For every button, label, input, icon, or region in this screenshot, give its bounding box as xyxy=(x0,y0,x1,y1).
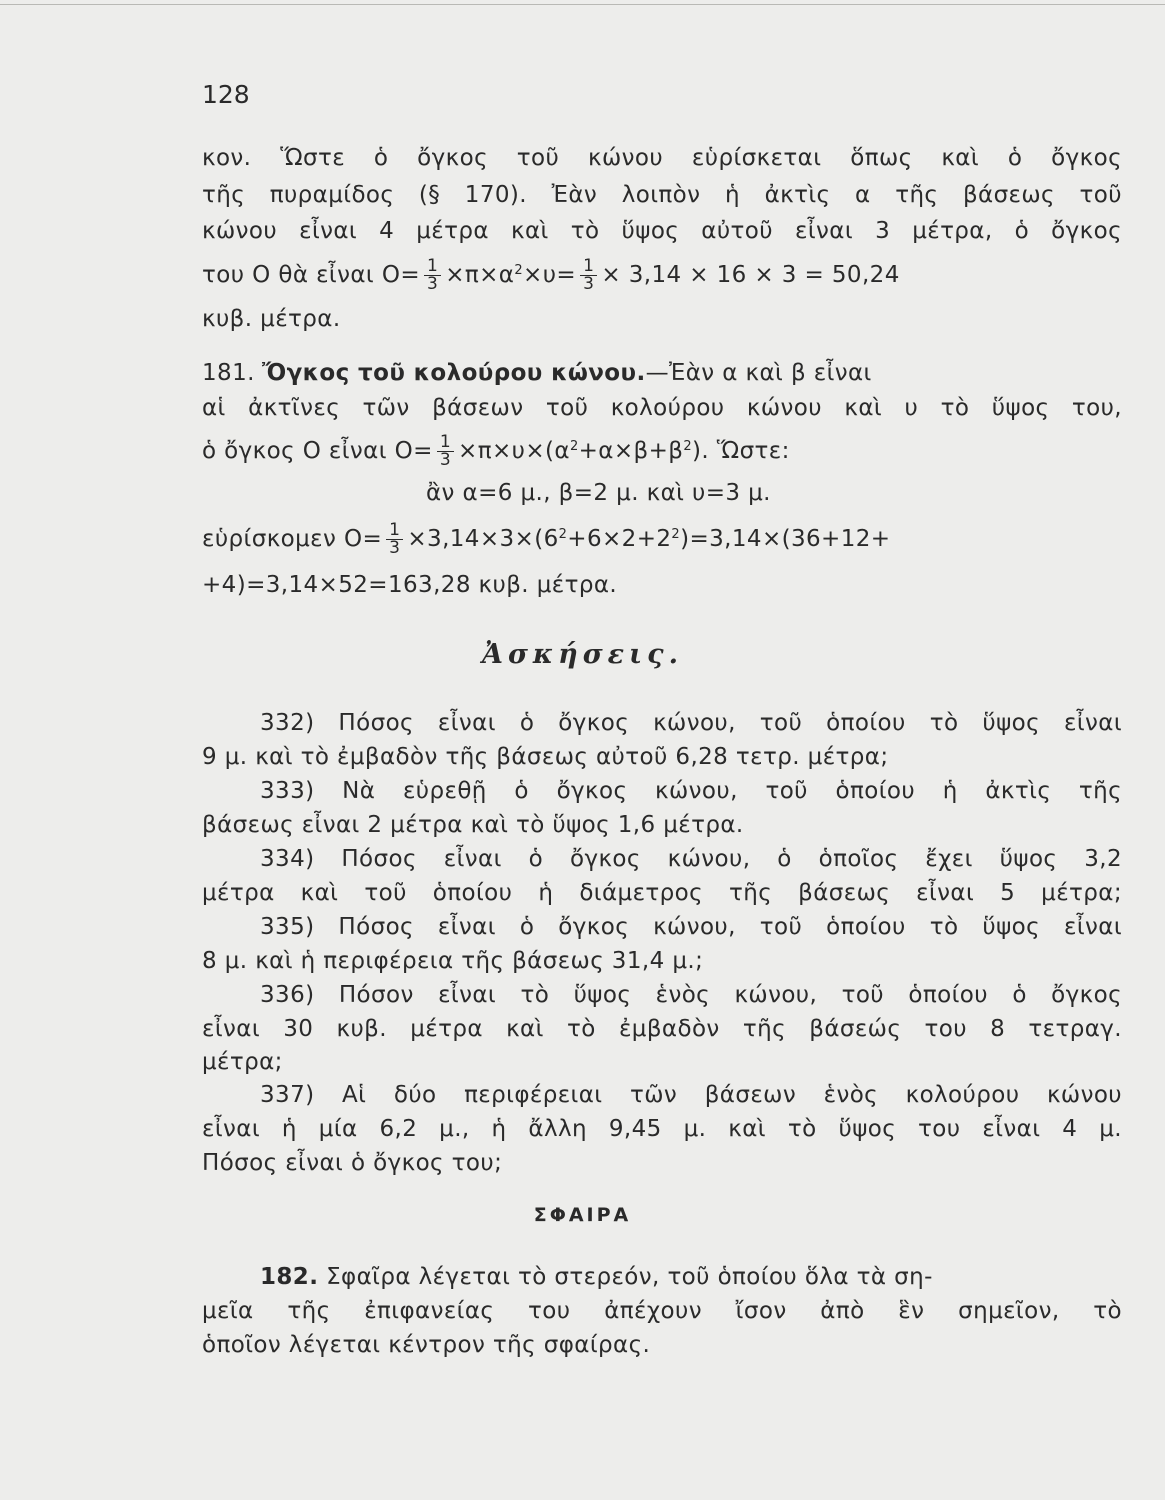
exercise-line: 336) Πόσον εἶναι τὸ ὕψος ἑνὸς κώνου, τοῦ ὁποίου ὁ ὄγκος xyxy=(260,982,1122,1008)
exponent: 2 xyxy=(683,439,693,454)
section-title-sphere: ΣΦΑΙΡΑ xyxy=(533,1204,632,1226)
fraction-denominator: 3 xyxy=(583,274,595,294)
body-line: αἱ ἀκτῖνες τῶν βάσεων τοῦ κολούρου κώνου καὶ υ τὸ ὕψος του, xyxy=(202,395,1122,421)
body-line: +4)=3,14×52=163,28 κυβ. μέτρα. xyxy=(202,572,618,598)
fraction-denominator: 3 xyxy=(439,450,452,470)
exercise-line: βάσεως εἶναι 2 μέτρα καὶ τὸ ὕψος 1,6 μέτρα. xyxy=(202,812,744,838)
section-number: 182. xyxy=(260,1264,319,1290)
exponent: 2 xyxy=(671,527,681,542)
exercise-line: εἶναι ἡ μία 6,2 μ., ἡ ἄλλη 9,45 μ. καὶ τὸ ὕψος του εἶναι 4 μ. xyxy=(202,1116,1122,1142)
section-181-title-line xyxy=(202,356,872,390)
exercise-line: μέτρα; xyxy=(202,1049,283,1075)
page-edge-line xyxy=(0,4,1165,5)
formula-text: +α×β+β xyxy=(578,438,684,464)
formula-text: ×υ= xyxy=(523,262,577,288)
body-line: μεῖα τῆς ἐπιφανείας του ἀπέχουν ἴσον ἀπὸ ἓν σημεῖον, τὸ xyxy=(202,1298,1122,1324)
body-line: κυβ. μέτρα. xyxy=(202,306,341,332)
body-line: κώνου εἶναι 4 μέτρα καὶ τὸ ὕψος αὐτοῦ εἶναι 3 μέτρα, ὁ ὄγκος xyxy=(202,218,1122,244)
exercise-line: 334) Πόσος εἶναι ὁ ὄγκος κώνου, ὁ ὁποῖος ἔχει ὕψος 3,2 xyxy=(260,846,1122,872)
page-number: 128 xyxy=(202,80,250,109)
body-text: Σφαῖρα λέγεται τὸ στερεόν, τοῦ ὁποίου ὅλα τὰ ση- xyxy=(318,1264,933,1290)
fraction-numerator: 1 xyxy=(386,522,403,540)
formula-text: ). Ὥστε: xyxy=(692,438,790,464)
formula-text: ὁ ὄγκος Ο εἶναι Ο= xyxy=(202,438,433,464)
section-title: Ὄγκος τοῦ κολούρου κώνου. xyxy=(262,360,646,386)
exercise-line: 335) Πόσος εἶναι ὁ ὄγκος κώνου, τοῦ ὁποίου τὸ ὕψος εἶναι xyxy=(260,914,1122,940)
exercise-line: 9 μ. καὶ τὸ ἐμβαδὸν τῆς βάσεως αὐτοῦ 6,28 τετρ. μέτρα; xyxy=(202,744,889,770)
formula-text: του Ο θὰ εἶναι Ο= xyxy=(202,262,420,288)
formula-text: ×π×α xyxy=(445,262,515,288)
formula-text: × 3,14 × 16 × 3 = 50,24 xyxy=(601,262,900,288)
exercise-line: 333) Νὰ εὑρεθῇ ὁ ὄγκος κώνου, τοῦ ὁποίου ἡ ἀκτὶς τῆς xyxy=(260,778,1122,804)
fraction-numerator: 1 xyxy=(437,434,454,452)
fraction-one-third xyxy=(386,522,403,557)
fraction-one-third xyxy=(580,258,597,293)
body-line: ἂν α=6 μ., β=2 μ. καὶ υ=3 μ. xyxy=(426,480,771,506)
body-line: κον. Ὥστε ὁ ὄγκος τοῦ κώνου εὑρίσκεται ὅπως καὶ ὁ ὄγκος xyxy=(202,145,1122,171)
section-182-first-line xyxy=(260,1260,933,1294)
formula-text: +6×2+2 xyxy=(567,526,672,552)
formula-text: ×π×υ×(α xyxy=(458,438,570,464)
formula-text: ×3,14×3×(6 xyxy=(407,526,559,552)
exercise-line: 337) Αἱ δύο περιφέρειαι τῶν βάσεων ἑνὸς κολούρου κώνου xyxy=(260,1082,1122,1108)
formula-line xyxy=(202,258,900,292)
body-text: —Ἐὰν α καὶ β εἶναι xyxy=(645,360,872,386)
exponent: 2 xyxy=(558,527,568,542)
fraction-numerator: 1 xyxy=(580,258,597,276)
formula-line xyxy=(202,522,890,556)
exercise-line: Πόσος εἶναι ὁ ὄγκος του; xyxy=(202,1150,503,1176)
body-line: ὁποῖον λέγεται κέντρον τῆς σφαίρας. xyxy=(202,1332,651,1358)
fraction-one-third xyxy=(437,434,454,469)
body-line: τῆς πυραμίδος (§ 170). Ἐὰν λοιπὸν ἡ ἀκτὶς α τῆς βάσεως τοῦ xyxy=(202,182,1122,208)
exponent: 2 xyxy=(514,263,524,278)
formula-text: εὑρίσκομεν Ο= xyxy=(202,526,383,552)
exercise-line: μέτρα καὶ τοῦ ὁποίου ἡ διάμετρος τῆς βάσεως εἶναι 5 μέτρα; xyxy=(202,880,1122,906)
exercises-heading: Ἀσκήσεις. xyxy=(482,639,683,670)
fraction-denominator: 3 xyxy=(389,538,401,558)
exercise-line: εἶναι 30 κυβ. μέτρα καὶ τὸ ἐμβαδὸν τῆς βάσεώς του 8 τετραγ. xyxy=(202,1016,1122,1042)
exercise-line: 332) Πόσος εἶναι ὁ ὄγκος κώνου, τοῦ ὁποίου τὸ ὕψος εἶναι xyxy=(260,710,1122,736)
formula-text: )=3,14×(36+12+ xyxy=(680,526,891,552)
fraction-denominator: 3 xyxy=(427,274,439,294)
exercise-line: 8 μ. καὶ ἡ περιφέρεια τῆς βάσεως 31,4 μ.; xyxy=(202,948,704,974)
formula-line xyxy=(202,434,790,468)
exponent: 2 xyxy=(569,439,579,454)
section-number: 181. xyxy=(202,360,255,386)
fraction-numerator: 1 xyxy=(424,258,441,276)
fraction-one-third xyxy=(424,258,441,293)
